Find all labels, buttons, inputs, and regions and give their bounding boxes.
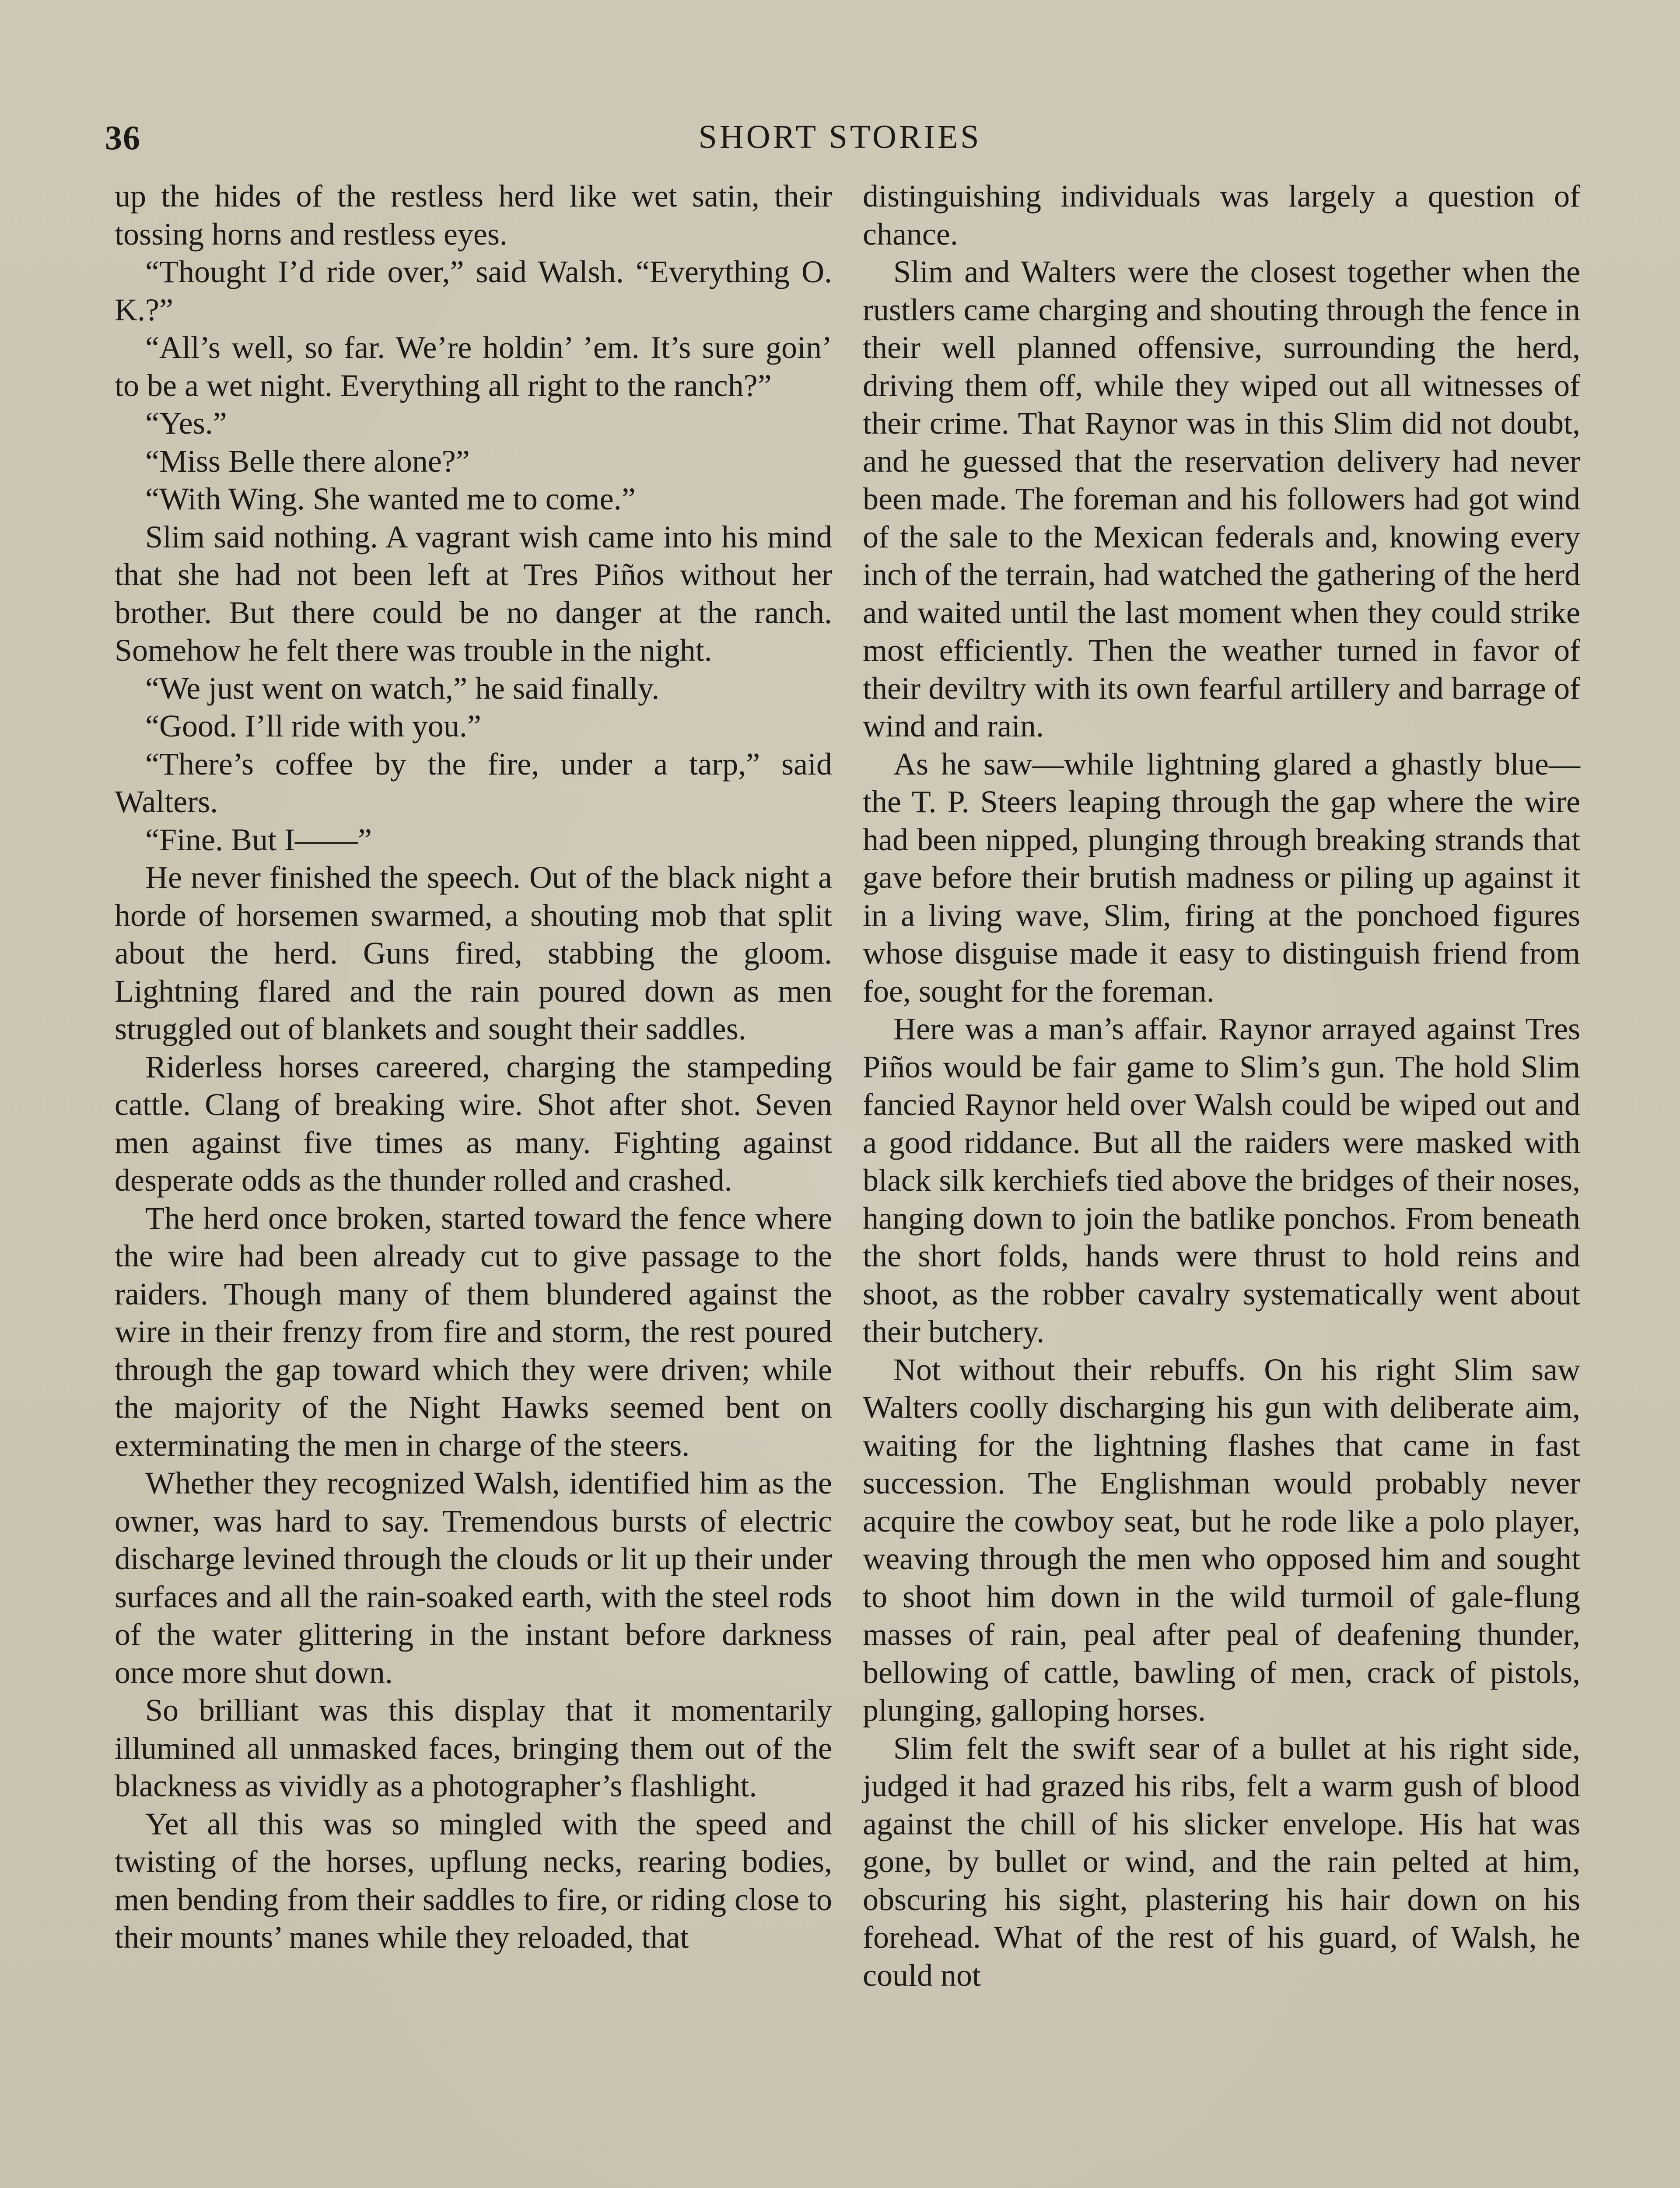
paragraph: “There’s coffee by the fire, under a tarp,” said Walters. <box>115 746 832 819</box>
paragraph: Yet all this was so mingled with the speed and twisting of the horses, upflung necks, rearing bodies, men bending from their saddles to fire, or riding close to their mounts’ manes while they reloaded, that <box>115 1806 832 1955</box>
paragraph: “Yes.” <box>145 406 227 441</box>
paragraph: As he saw—while lightning glared a ghastly blue—the T. P. Steers leaping through the gap where the wire had been nipped, plunging through breaking strands that gave before their brutish madness or piling up against it in a living wave, Slim, firing at the ponchoed figures whose disguise made it easy to distinguish friend from foe, sought for the foreman. <box>863 746 1580 1009</box>
paragraph: Not without their rebuffs. On his right Slim saw Walters coolly discharging his gun with deliberate aim, waiting for the lightning flashes that came in fast succession. The Englishman would probably never acquire the cowboy seat, but he rode like a polo player, weaving through the men who opposed him and sought to shoot him down in the wild turmoil of gale-flung masses of rain, peal after peal of deafening thunder, bellowing of cattle, bawling of men, crack of pistols, plunging, galloping horses. <box>863 1352 1580 1728</box>
running-head: SHORT STORIES <box>698 119 982 155</box>
paragraph: Slim felt the swift sear of a bullet at his right side, judged it had grazed his ribs, felt a warm gush of blood against the chill of his slicker envelope. His hat was gone, by bullet or wind, and the rain pelted at him, obscuring his sight, plastering his hair down on his forehead. What of the rest of his guard, of Walsh, he could not <box>863 1730 1580 1993</box>
paragraph: distinguishing individuals was largely a question of chance. <box>863 179 1580 252</box>
right-column <box>863 177 1580 1994</box>
paragraph: “With Wing. She wanted me to come.” <box>145 481 636 516</box>
paragraph: Riderless horses careered, charging the stampeding cattle. Clang of breaking wire. Shot after shot. Seven men against five times as many. Fighting against desperate odds as the thunder rolled and crashed. <box>115 1049 832 1198</box>
paragraph: “Miss Belle there alone?” <box>145 443 470 479</box>
paragraph: “Fine. But I——” <box>145 822 372 857</box>
paragraph: “Good. I’ll ride with you.” <box>145 708 481 743</box>
paragraph: “All’s well, so far. We’re holdin’ ’em. It’s sure goin’ to be a wet night. Everything all right to the ranch?” <box>115 330 832 403</box>
paragraph: Slim and Walters were the closest together when the rustlers came charging and shouting through the fence in their well planned offensive, surrounding the herd, driving them off, while they wiped out all witnesses of their crime. That Raynor was in this Slim did not doubt, and he guessed that the reservation delivery had never been made. The foreman and his followers had got wind of the sale to the Mexican federals and, knowing every inch of the terrain, had watched the gathering of the herd and waited until the last moment when they could strike most efficiently. Then the weather turned in favor of their deviltry with its own fearful artillery and barrage of wind and rain. <box>863 254 1580 743</box>
left-column <box>115 177 832 1957</box>
paragraph: He never finished the speech. Out of the black night a horde of horsemen swarmed, a shouting mob that split about the herd. Guns fired, stabbing the gloom. Lightning flared and the rain poured down as men struggled out of blankets and sought their saddles. <box>115 860 832 1046</box>
page-number: 36 <box>105 119 141 157</box>
paragraph: So brilliant was this display that it momentarily illumined all unmasked faces, bringing them out of the blackness as vividly as a photographer’s flashlight. <box>115 1693 832 1803</box>
paragraph: up the hides of the restless herd like wet satin, their tossing horns and restless eyes. <box>115 179 832 252</box>
paragraph: Here was a man’s affair. Raynor arrayed against Tres Piños would be fair game to Slim’s gun. The hold Slim fancied Raynor held over Walsh could be wiped out and a good riddance. But all the raiders were masked with black silk kerchiefs tied above the bridges of their noses, hanging down to join the batlike ponchos. From beneath the short folds, hands were thrust to hold reins and shoot, as the robber cavalry systematically went about their butchery. <box>863 1011 1580 1349</box>
paragraph: “Thought I’d ride over,” said Walsh. “Everything O. K.?” <box>115 254 832 327</box>
paragraph: Whether they recognized Walsh, identified him as the owner, was hard to say. Tremendous bursts of electric discharge levined through the clouds or lit up their under surfaces and all the rain-soaked earth, with the steel rods of the water glittering in the instant before darkness once more shut down. <box>115 1466 832 1690</box>
page-header <box>105 118 1575 175</box>
paragraph: The herd once broken, started toward the fence where the wire had been already cut to give passage to the raiders. Though many of them blundered against the wire in their frenzy from fire and storm, the rest poured through the gap toward which they were driven; while the majority of the Night Hawks seemed bent on exterminating the men in charge of the steers. <box>115 1200 832 1463</box>
paragraph: Slim said nothing. A vagrant wish came into his mind that she had not been left at Tres Piños without her brother. But there could be no danger at the ranch. Somehow he felt there was trouble in the night. <box>115 519 832 668</box>
paragraph: “We just went on watch,” he said finally. <box>145 670 660 706</box>
